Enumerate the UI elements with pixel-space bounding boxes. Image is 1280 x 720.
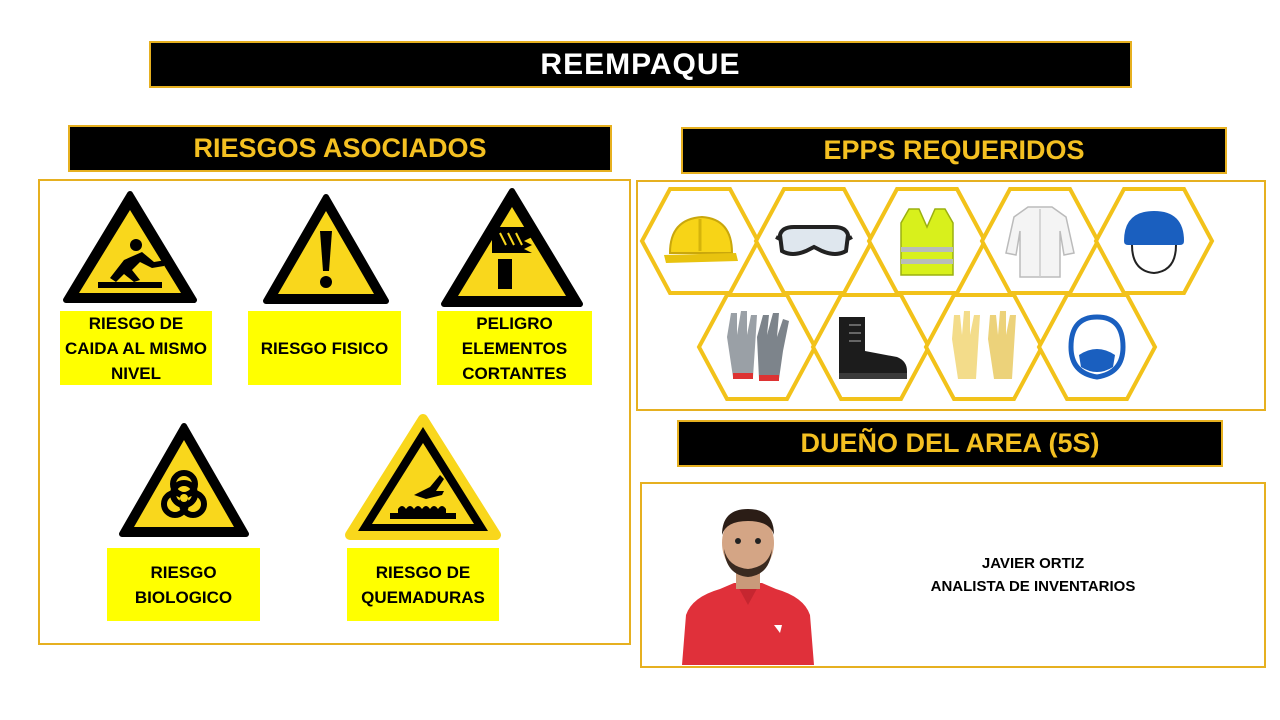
ppe-item-hard-hat [639,186,761,296]
exclamation-warning-icon [262,193,390,305]
safety-boots-icon [831,307,911,387]
ppe-item-mask [1036,292,1158,402]
ppe-item-lab-coat [979,186,1101,296]
ppe-item-hair-net [1093,186,1215,296]
risk-label-burn: RIESGO DE QUEMADURAS [347,548,499,621]
risk-label-fall: RIESGO DE CAIDA AL MISMO NIVEL [60,311,212,385]
face-mask-icon [1057,307,1137,387]
owner-header: DUEÑO DEL AREA (5S) [677,420,1223,467]
sharp-elements-warning-icon [440,187,584,308]
hair-net-icon [1114,201,1194,281]
safety-goggles-icon [774,201,854,281]
ppe-item-knit-gloves [923,292,1045,402]
hard-hat-icon [660,201,740,281]
lab-coat-icon [1000,201,1080,281]
owner-role: ANALISTA DE INVENTARIOS [930,578,1136,595]
knit-gloves-icon [944,307,1024,387]
owner-photo [676,505,820,665]
risk-label-sharp: PELIGRO ELEMENTOS CORTANTES [437,311,592,385]
ppe-item-boots [810,292,932,402]
risks-header: RIESGOS ASOCIADOS [68,125,612,172]
page-title: REEMPAQUE [149,41,1132,88]
ppe-item-goggles [753,186,875,296]
biohazard-warning-icon [118,422,250,538]
owner-info [880,552,1186,598]
owner-name: JAVIER ORTIZ [981,555,1085,572]
slip-fall-warning-icon [62,190,198,305]
ppe-item-vest [866,186,988,296]
ppe-header: EPPS REQUERIDOS [681,127,1227,174]
risk-label-biological: RIESGO BIOLOGICO [107,548,260,621]
burn-hazard-warning-icon [344,413,502,541]
reflective-vest-icon [887,201,967,281]
ppe-item-cut-gloves [696,292,818,402]
cut-resistant-gloves-icon [717,307,797,387]
risk-label-physical: RIESGO FISICO [248,311,401,385]
